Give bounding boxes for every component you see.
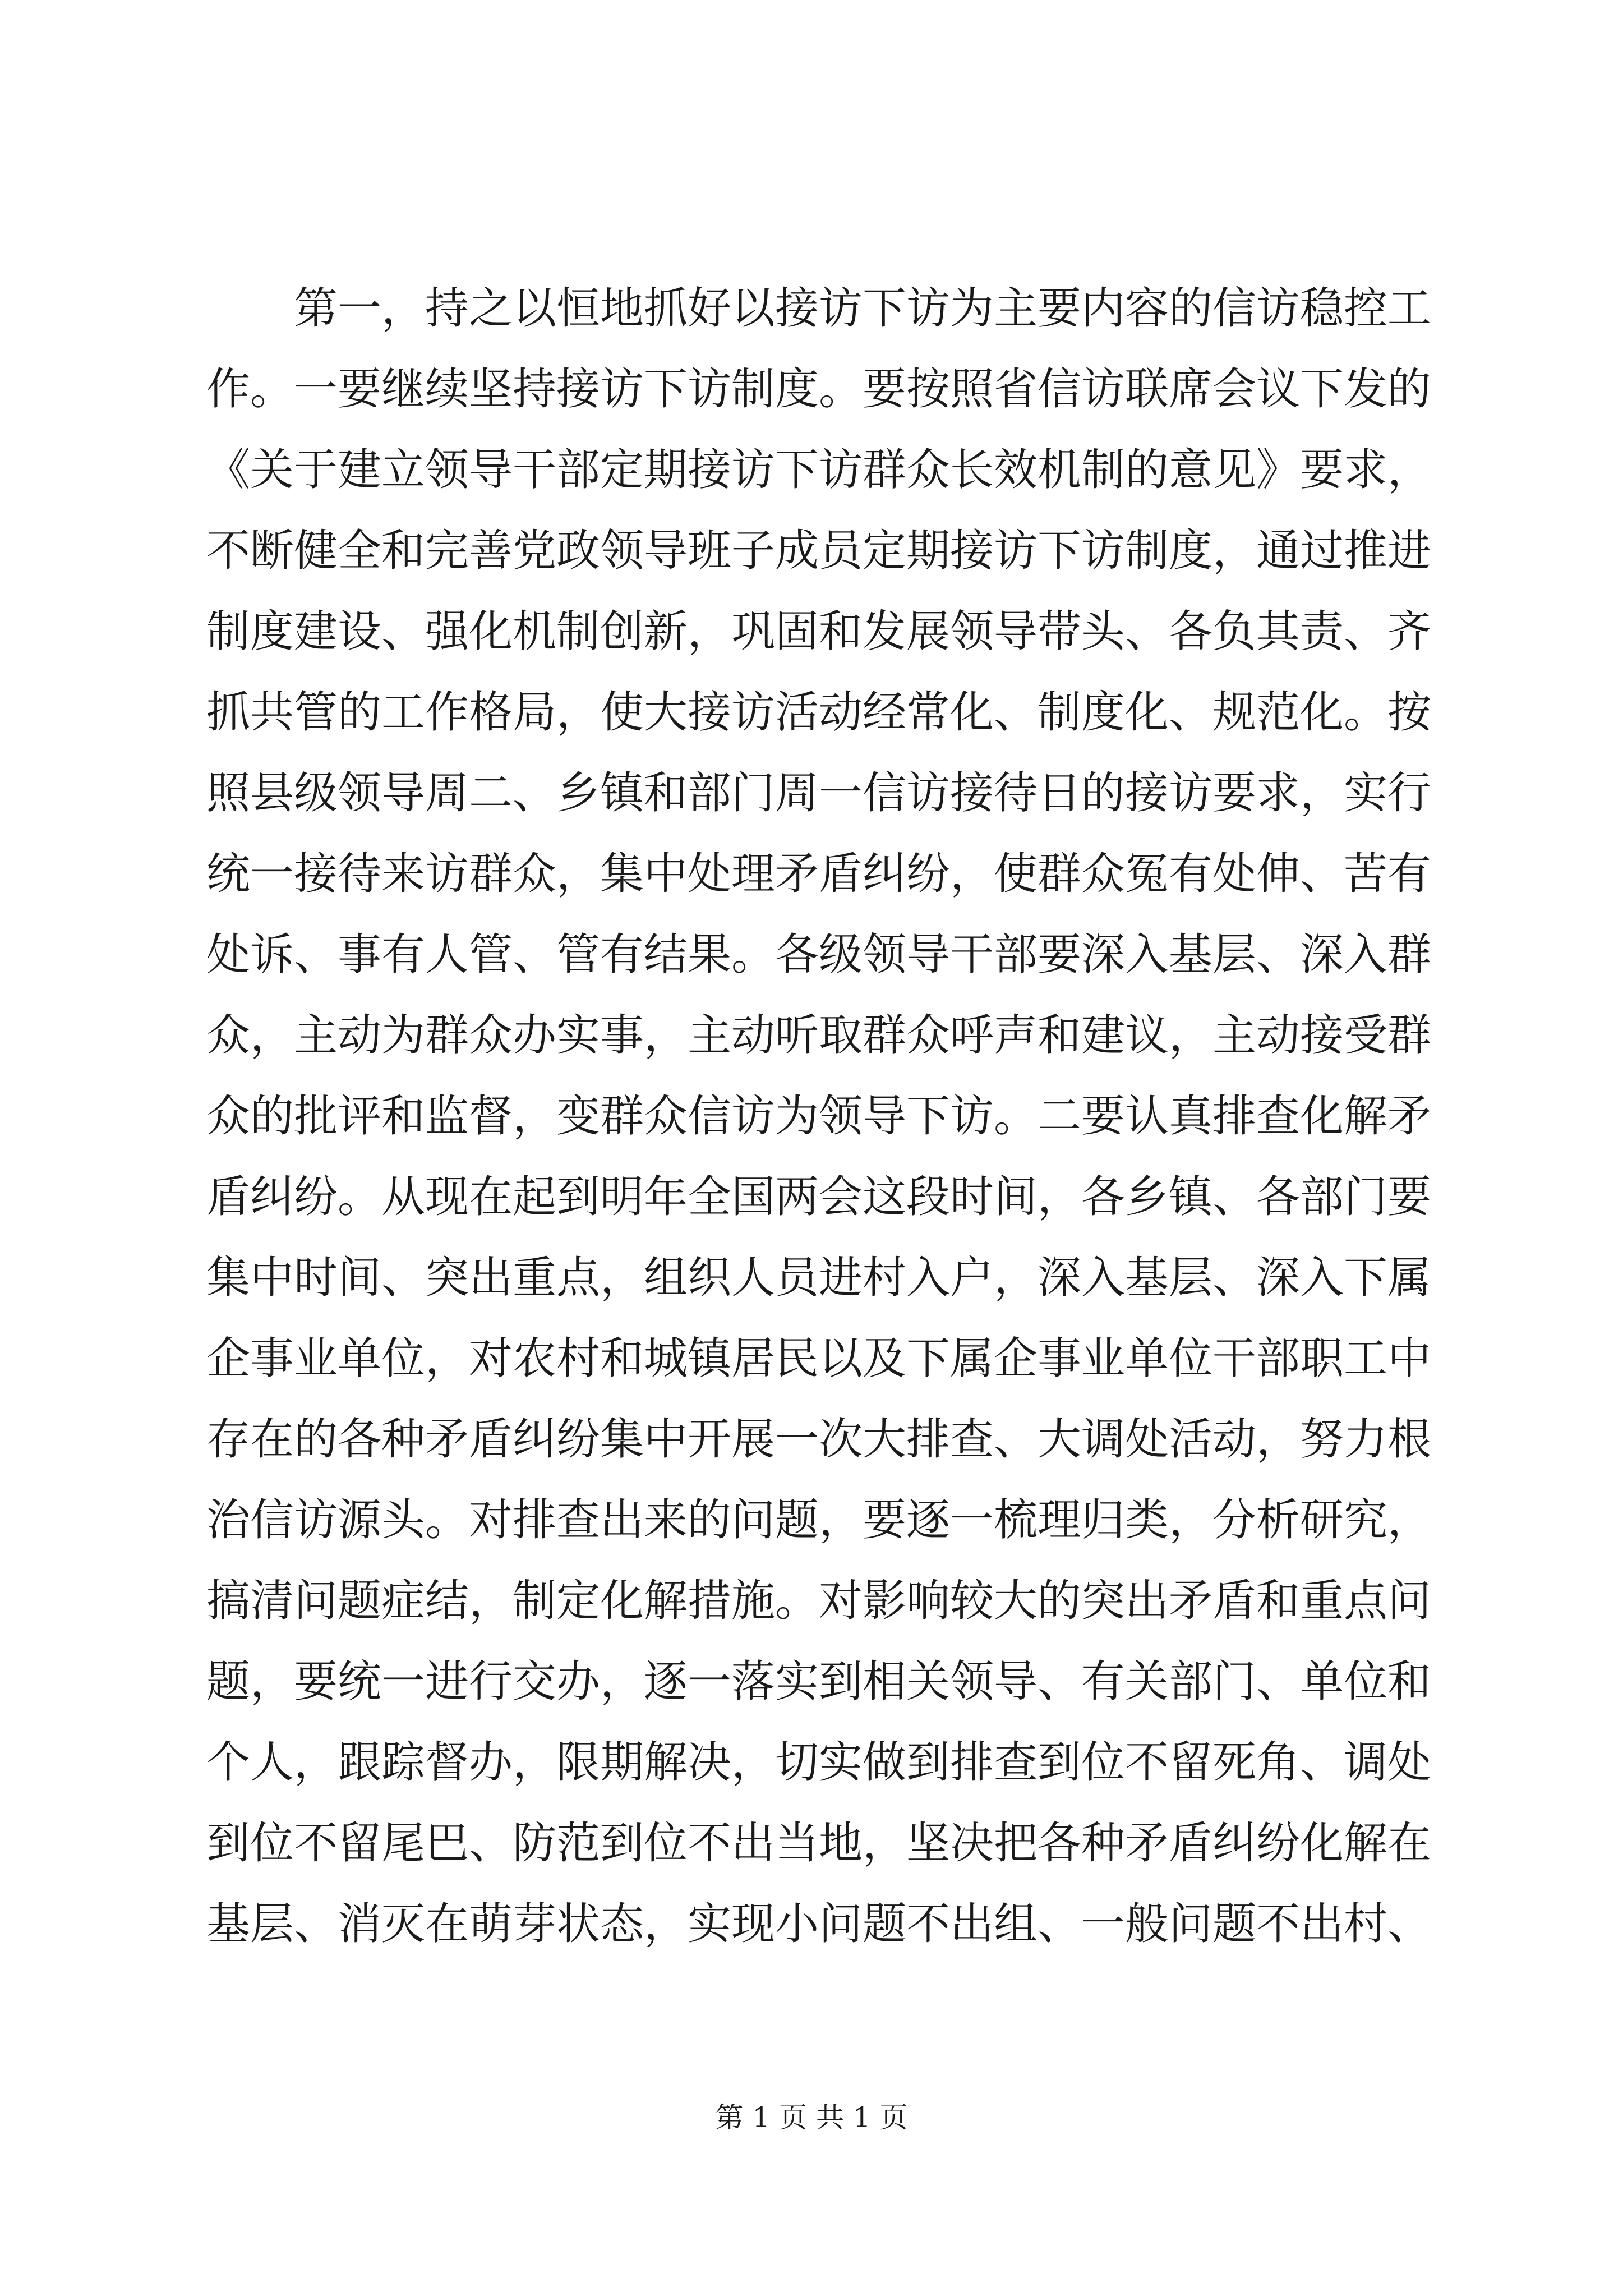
text-line: 治信访源头。对排查出来的问题，要逐一梳理归类，分析研究， <box>206 1495 1432 1545</box>
text-line: 抓共管的工作格局，使大接访活动经常化、制度化、规范化。按 <box>206 687 1432 738</box>
text-line: 企事业单位，对农村和城镇居民以及下属企事业单位干部职工中 <box>206 1333 1432 1384</box>
text-line: 处诉、事有人管、管有结果。各级领导干部要深入基层、深入群 <box>206 930 1432 980</box>
text-line: 盾纠纷。从现在起到明年全国两会这段时间，各乡镇、各部门要 <box>206 1172 1432 1222</box>
text-line: 《关于建立领导干部定期接访下访群众长效机制的意见》要求， <box>206 445 1432 495</box>
text-line: 题，要统一进行交办，逐一落实到相关领导、有关部门、单位和 <box>206 1657 1432 1707</box>
text-line: 基层、消灭在萌芽状态，实现小问题不出组、一般问题不出村、 <box>206 1899 1432 1949</box>
body-paragraph <box>206 268 1432 1964</box>
text-line: 第一，持之以恒地抓好以接访下访为主要内容的信访稳控工 <box>294 283 1432 334</box>
text-line: 个人，跟踪督办，限期解决，切实做到排查到位不留死角、调处 <box>206 1737 1432 1788</box>
text-line: 统一接待来访群众，集中处理矛盾纠纷，使群众冤有处伸、苦有 <box>206 849 1432 899</box>
text-line: 众，主动为群众办实事，主动听取群众呼声和建议，主动接受群 <box>206 1010 1432 1061</box>
text-line: 作。一要继续坚持接访下访制度。要按照省信访联席会议下发的 <box>206 364 1432 415</box>
text-line: 众的批评和监督，变群众信访为领导下访。二要认真排查化解矛 <box>206 1091 1432 1142</box>
text-line: 集中时间、突出重点，组织人员进村入户，深入基层、深入下属 <box>206 1253 1432 1303</box>
page-footer: 第 1 页 共 1 页 <box>715 2101 908 2134</box>
text-line: 照县级领导周二、乡镇和部门周一信访接待日的接访要求，实行 <box>206 768 1432 818</box>
text-line: 到位不留尾巴、防范到位不出当地，坚决把各种矛盾纠纷化解在 <box>206 1818 1432 1869</box>
text-line: 制度建设、强化机制创新，巩固和发展领导带头、各负其责、齐 <box>206 606 1432 657</box>
text-line: 搞清问题症结，制定化解措施。对影响较大的突出矛盾和重点问 <box>206 1576 1432 1626</box>
text-line: 不断健全和完善党政领导班子成员定期接访下访制度，通过推进 <box>206 526 1432 576</box>
text-line: 存在的各种矛盾纠纷集中开展一次大排查、大调处活动，努力根 <box>206 1414 1432 1465</box>
